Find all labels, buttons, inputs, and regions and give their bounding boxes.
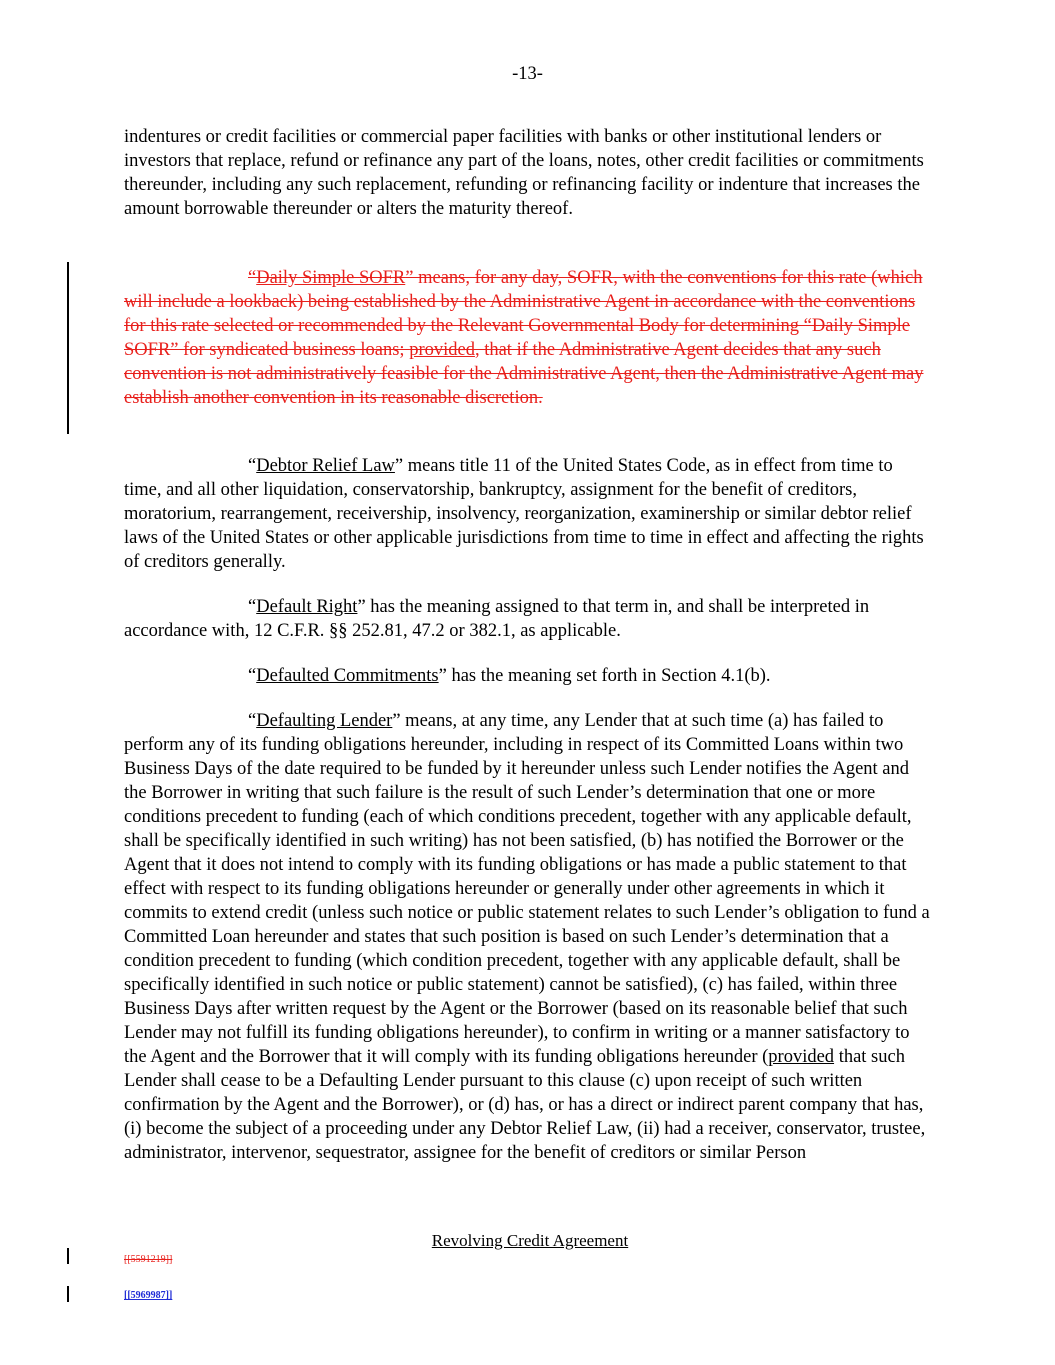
page-number: -13- <box>512 64 543 84</box>
definition-defaulting-lender: “Defaulting Lender” means, at any time, any Lender that at such time (a) has failed to perform any of its funding obligations hereunder, including in respect of its Committed Loans within two Business Days of the date required to be funded by it hereunder unless such Lender notifies the Agent and the Borrower in writing that such failure is the result of such Lender’s determination that one or more conditions precedent to funding (each of which conditions precedent, together with any applicable default, shall be specifically identified in such writing) has not been satisfied, (b) has notified the Borrower or the Agent that it does not intend to comply with its funding obligations or has made a public statement to that effect with respect to its funding obligations hereunder or generally under other agreements in which it commits to extend credit (unless such notice or public statement relates to such Lender’s obligation to fund a Committed Loan hereunder and states that such position is based on such Lender’s determination that a condition precedent to funding (which condition precedent, together with any applicable default, shall be specifically identified in such notice or public statement) cannot be satisfied), (c) has failed, within three Business Days after written request by the Agent or the Borrower (based on its reasonable belief that such Lender may not fulfill its funding obligations hereunder), to confirm in writing or a manner satisfactory to the Agent and the Borrower that it will comply with its funding obligations hereunder (provided that such Lender shall cease to be a Defaulting Lender pursuant to this clause (c) upon receipt of such written confirmation by the Agent and the Borrower), or (d) has, or has a direct or indirect parent company that has, (i) become the subject of a proceeding under any Debtor Relief Law, (ii) had a receiver, conservator, trustee, administrator, intervenor, sequestrator, assignee for the benefit of creditors or similar Person <box>124 711 930 1163</box>
defined-term: Default Right <box>256 597 358 617</box>
provided-term: provided <box>768 1047 835 1067</box>
defined-term: Daily Simple SOFR <box>256 268 406 288</box>
footer-title: Revolving Credit Agreement <box>431 1231 629 1250</box>
definition-debtor-relief-law: “Debtor Relief Law” means title 11 of the United States Code, as in effect from time to time, and all other liquidation, conservatorship, bankruptcy, assignment for the benefit of creditors, moratorium, rearrangement, receivership, insolvency, reorganization, examinership or similar debtor relief laws of the United States or other applicable jurisdictions from time to time in effect and affecting the rights of creditors generally. <box>124 456 924 572</box>
definition-daily-simple-sofr-deleted: “Daily Simple SOFR” means, for any day, SOFR, with the conventions for this rate (which will include a lookback) being established by the Administrative Agent in accordance with the conventions for this rate selected or recommended by the Relevant Governmental Body for determining “Daily Simple SOFR” for syndicated business loans; provided, that if the Administrative Agent decides that any such convention is not administratively feasible for the Administrative Agent, then the Administrative Agent may establish another convention in its reasonable discretion. <box>124 268 924 408</box>
definition-defaulted-commitments: “Defaulted Commitments” has the meaning set forth in Section 4.1(b). <box>248 666 771 686</box>
new-document-id: [[5969987]] <box>124 1290 173 1301</box>
defined-term: Defaulted Commitments <box>256 666 439 686</box>
defined-term: Debtor Relief Law <box>256 456 395 476</box>
change-bar <box>67 1286 69 1302</box>
paragraph-continuation: indentures or credit facilities or commercial paper facilities with banks or other institutional lenders or investors that replace, refund or refinance any part of the loans, notes, other credit facilities or commitments thereunder, including any such replacement, refunding or refinancing facility or indenture that increases the amount borrowable thereunder or alters the maturity thereof. <box>124 127 924 219</box>
change-bar <box>67 262 69 434</box>
definition-default-right: “Default Right” has the meaning assigned to that term in, and shall be interpreted in accordance with, 12 C.F.R. §§ 252.81, 47.2 or 382.1, as applicable. <box>124 597 870 641</box>
old-document-id: [[5591219]] <box>124 1254 173 1265</box>
defined-term: Defaulting Lender <box>256 711 393 731</box>
provided-term: provided <box>409 340 475 360</box>
change-bar <box>67 1248 69 1264</box>
